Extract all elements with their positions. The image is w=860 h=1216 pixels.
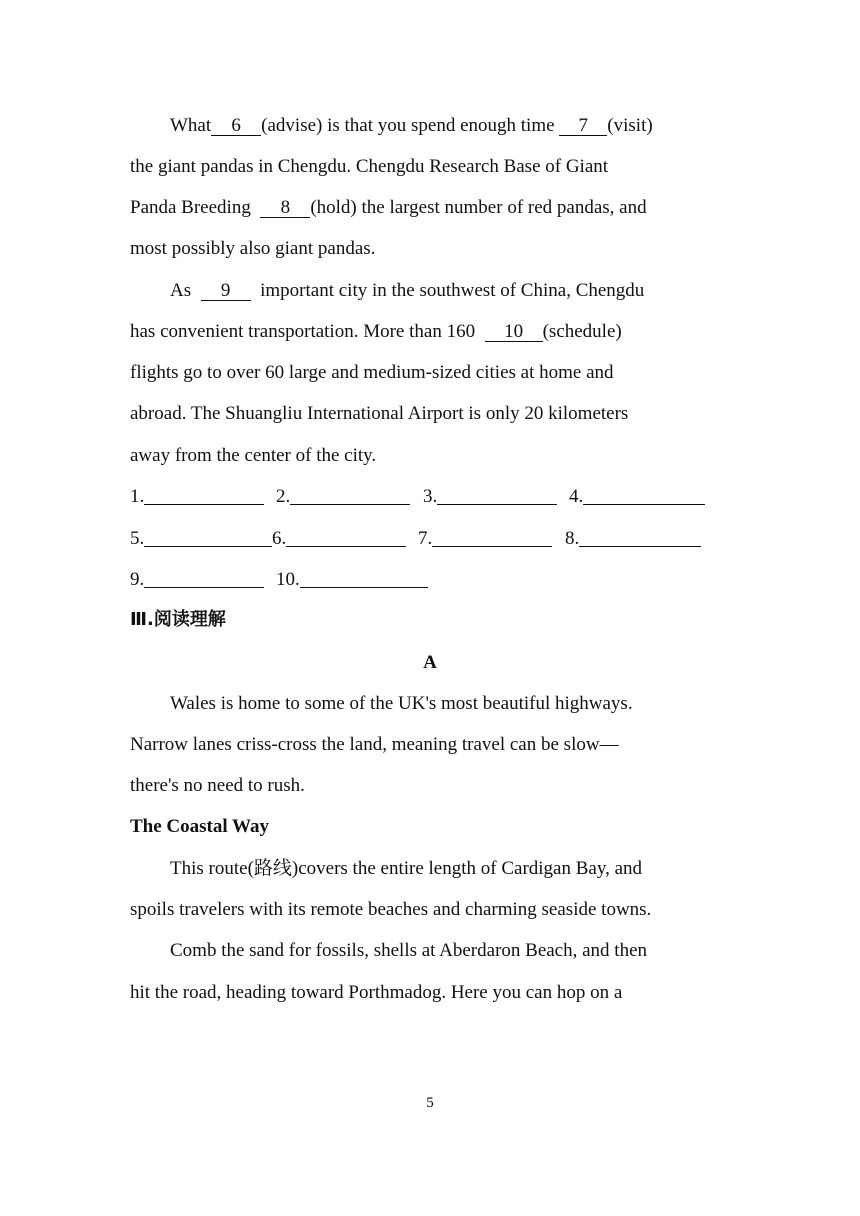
passage-line: hit the road, heading toward Porthmadog. Here you can hop on a — [130, 982, 623, 1003]
blank-7: 7 — [559, 117, 607, 136]
text-segment: What — [170, 115, 212, 136]
passage-line: flights go to over 60 large and medium-sized cities at home and — [130, 362, 614, 383]
passage-line — [130, 197, 720, 219]
answer-blank[interactable] — [144, 570, 264, 588]
passage-line: Wales is home to some of the UK's most beautiful highways. — [170, 693, 633, 714]
answer-item-2 — [276, 486, 410, 508]
text-segment: (hold) the largest number of red pandas, and — [310, 197, 647, 218]
answer-number: 5. — [130, 528, 145, 549]
answer-blank[interactable] — [144, 487, 264, 505]
passage-line: This route(路线)covers the entire length of Cardigan Bay, and — [170, 858, 643, 879]
answer-number: 7. — [418, 528, 433, 549]
answer-blank[interactable] — [583, 487, 705, 505]
passage-line: abroad. The Shuangliu International Airport is only 20 kilometers — [130, 403, 629, 424]
answer-number: 2. — [276, 486, 291, 507]
answer-item-6 — [272, 528, 406, 550]
passage-line — [170, 115, 720, 137]
blank-10: 10 — [485, 323, 543, 342]
answer-item-4 — [569, 486, 705, 508]
text-segment: As — [170, 280, 192, 301]
passage-line: the giant pandas in Chengdu. Chengdu Research Base of Giant — [130, 156, 609, 177]
passage-line: Comb the sand for fossils, shells at Aberdaron Beach, and then — [170, 940, 648, 961]
answer-blank[interactable] — [437, 487, 557, 505]
passage-line: Narrow lanes criss-cross the land, meaning travel can be slow— — [130, 734, 619, 755]
answer-item-10 — [276, 569, 428, 591]
text-segment: (schedule) — [542, 321, 622, 342]
answer-blank[interactable] — [432, 529, 552, 547]
passage-line: there's no need to rush. — [130, 775, 305, 796]
passage-line: away from the center of the city. — [130, 445, 377, 466]
answer-item-3 — [423, 486, 557, 508]
answer-item-9 — [130, 569, 264, 591]
answer-blank[interactable] — [144, 529, 272, 547]
text-segment: (visit) — [607, 115, 653, 136]
answer-number: 3. — [423, 486, 438, 507]
passage-line — [170, 280, 720, 302]
answer-number: 1. — [130, 486, 145, 507]
subheading: The Coastal Way — [130, 816, 270, 837]
answer-number: 10. — [276, 569, 300, 590]
text-segment: has convenient transportation. More than 160 — [130, 321, 476, 342]
passage-line: most possibly also giant pandas. — [130, 238, 376, 259]
answer-item-8 — [565, 528, 701, 550]
answer-blank[interactable] — [300, 570, 428, 588]
passage-line — [130, 321, 720, 343]
answer-number: 8. — [565, 528, 580, 549]
text-segment: Panda Breeding — [130, 197, 251, 218]
blank-9: 9 — [201, 282, 251, 301]
answer-item-5 — [130, 528, 272, 550]
answer-blank[interactable] — [286, 529, 406, 547]
answer-item-1 — [130, 486, 264, 508]
text-segment: important city in the southwest of China, Chengdu — [260, 280, 645, 301]
answer-number: 9. — [130, 569, 145, 590]
answer-number: 4. — [569, 486, 584, 507]
answer-item-7 — [418, 528, 552, 550]
answer-blank[interactable] — [290, 487, 410, 505]
page-number: 5 — [426, 1095, 434, 1111]
text-segment: (advise) is that you spend enough time — [261, 115, 555, 136]
answer-number: 6. — [272, 528, 287, 549]
answer-blank[interactable] — [579, 529, 701, 547]
passage-letter: A — [423, 652, 437, 673]
blank-8: 8 — [260, 199, 310, 218]
passage-line: spoils travelers with its remote beaches and charming seaside towns. — [130, 899, 652, 920]
section-heading: Ⅲ.阅读理解 — [130, 609, 226, 630]
blank-6: 6 — [211, 117, 261, 136]
